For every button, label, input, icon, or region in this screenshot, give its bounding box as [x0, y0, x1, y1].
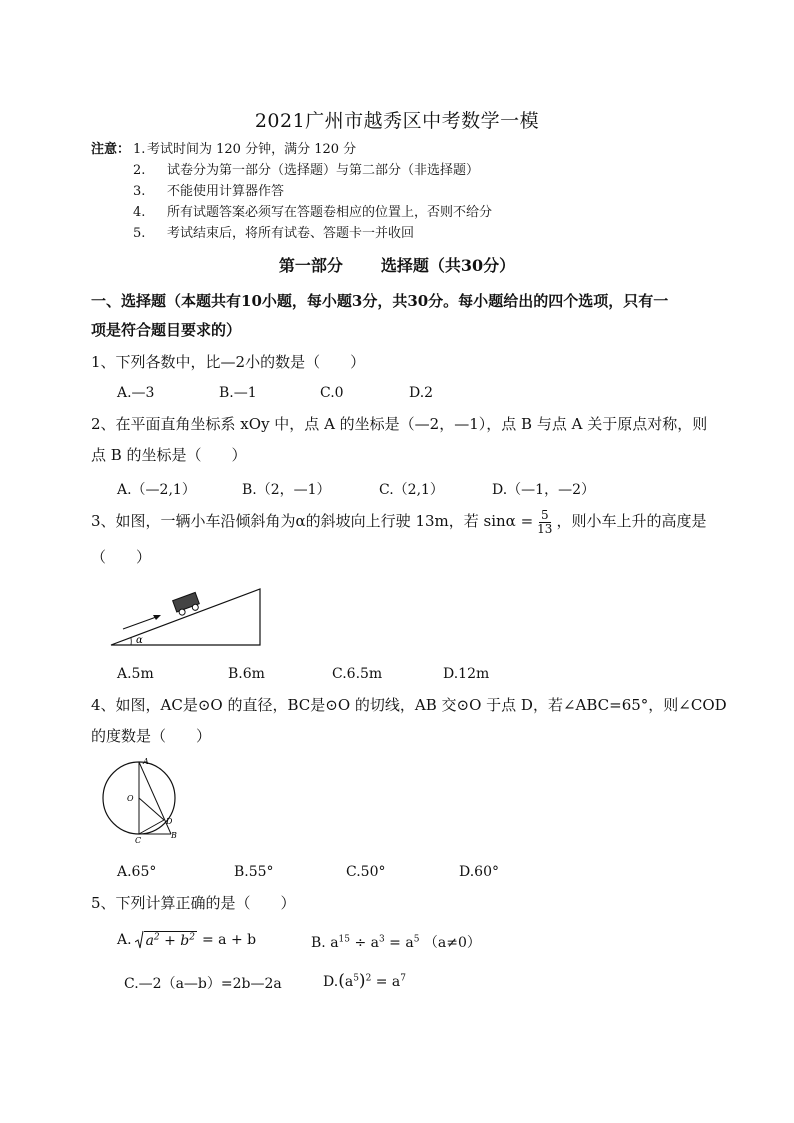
notes-block: [91, 139, 492, 244]
option: A.（—2,1）: [117, 482, 196, 498]
question-5-option-c: C.—2（a—b）=2b—2a: [124, 976, 282, 992]
option: B.55°: [234, 864, 274, 880]
question-3-stem-a: 3、如图，一辆小车沿倾斜角为α的斜坡向上行驶 13m，若 sinα =: [91, 512, 534, 530]
note-item: [91, 202, 492, 223]
question-2-options: [117, 479, 595, 499]
question-4-options: [117, 864, 499, 880]
option: D.2: [409, 385, 434, 401]
note-item: [91, 139, 492, 160]
option: C.6.5m: [332, 666, 383, 682]
note-number: 5.: [133, 226, 146, 241]
option-b-mid: ÷ a: [354, 935, 379, 951]
question-3-stem-line-1: [91, 506, 751, 537]
question-2-stem-line-2: 点 B 的坐标是（ ）: [91, 446, 247, 464]
question-5-stem: 5、下列计算正确的是（ ）: [91, 894, 296, 912]
option: D.60°: [459, 864, 499, 880]
exam-title: 2021广州市越秀区中考数学一模: [254, 110, 540, 132]
sqrt-icon: [135, 930, 144, 950]
note-number: 4.: [133, 205, 146, 220]
point-a-label: A: [143, 757, 149, 766]
notes-label: 注意：: [91, 142, 131, 157]
note-item: [91, 223, 492, 244]
point-c-label: C: [135, 836, 142, 844]
fraction: [535, 509, 554, 536]
instructions-line-2: 项是符合题目要求的）: [91, 321, 242, 339]
option-b-mid2: = a: [389, 935, 414, 951]
question-2-stem-line-1: 2、在平面直角坐标系 xOy 中，点 A 的坐标是（—2，—1），点 B 与点 A 关于原点对称，则: [91, 415, 708, 433]
option: B.—1: [219, 385, 257, 401]
option-a-prefix: A.: [117, 932, 132, 948]
angle-label: α: [136, 635, 143, 646]
point-o-label: O: [127, 794, 134, 803]
option: B.6m: [228, 666, 265, 682]
sqrt-expression: $a^2 + b^2$: [135, 930, 197, 950]
point-d-label: D: [166, 817, 173, 826]
question-5-option-a: [117, 930, 256, 950]
fraction-numerator: 5: [540, 507, 549, 522]
question-5-option-d: $D.(a^5)^2 = a^7$: [323, 971, 407, 991]
option-d-prefix: D.: [323, 974, 339, 990]
question-3-stem-b: ，则小车上升的高度是: [556, 512, 707, 530]
question-1-stem: 1、下列各数中，比—2小的数是（ ）: [91, 353, 366, 371]
circle-figure: [98, 756, 188, 844]
section-name: 选择题（共30分）: [380, 256, 516, 275]
instructions-line-1: 一、选择题（本题共有10小题，每小题3分，共30分。每小题给出的四个选项，只有一: [91, 292, 669, 310]
section-title: [0, 253, 794, 276]
option: C.（2,1）: [379, 482, 444, 498]
fraction-denominator: 13: [537, 521, 553, 536]
question-5-option-b: B. $a^{15} \div a^3 = a^5$ （a≠0）: [311, 934, 481, 951]
option: B.（2，—1）: [242, 482, 331, 498]
option: A.65°: [117, 864, 157, 880]
option-a-rest: = a + b: [201, 932, 257, 948]
section-part: 第一部分: [278, 256, 343, 275]
question-4-stem-line-2: 的度数是（ ）: [91, 727, 212, 745]
option-b-tail: （a≠0）: [423, 935, 481, 951]
option: C.0: [320, 385, 344, 401]
note-number: 3.: [133, 184, 146, 199]
option: A.—3: [117, 385, 155, 401]
question-3-options: [117, 666, 489, 682]
option: C.50°: [346, 864, 386, 880]
option: A.5m: [117, 666, 154, 682]
note-item: [91, 160, 492, 181]
note-item: [91, 181, 492, 202]
arrow-icon: [123, 615, 161, 629]
slope-figure: [105, 585, 275, 650]
question-4-stem-line-1: 4、如图，AC是⊙O 的直径，BC是⊙O 的切线，AB 交⊙O 于点 D，若∠ABC=65°，则∠COD: [91, 696, 727, 714]
question-3-stem-line-2: （ ）: [91, 548, 152, 566]
note-text: 所有试题答案必须写在答题卷相应的位置上，否则不给分: [167, 205, 493, 220]
note-text: 不能使用计算器作答: [167, 184, 285, 199]
note-text: 考试时间为 120 分钟，满分 120 分: [147, 142, 357, 157]
note-number: 2.: [133, 163, 146, 178]
question-1-options: [117, 385, 433, 401]
note-text: 试卷分为第一部分（选择题）与第二部分（非选择题）: [167, 163, 480, 178]
option-b-prefix: B. a: [311, 935, 339, 951]
option: D.（—1，—2）: [492, 482, 595, 498]
option-d-rest: = a: [375, 974, 401, 990]
note-text: 考试结束后，将所有试卷、答题卡一并收回: [167, 226, 415, 241]
note-number: 1.: [133, 142, 146, 157]
option: D.12m: [443, 666, 490, 682]
point-b-label: B: [171, 831, 177, 840]
